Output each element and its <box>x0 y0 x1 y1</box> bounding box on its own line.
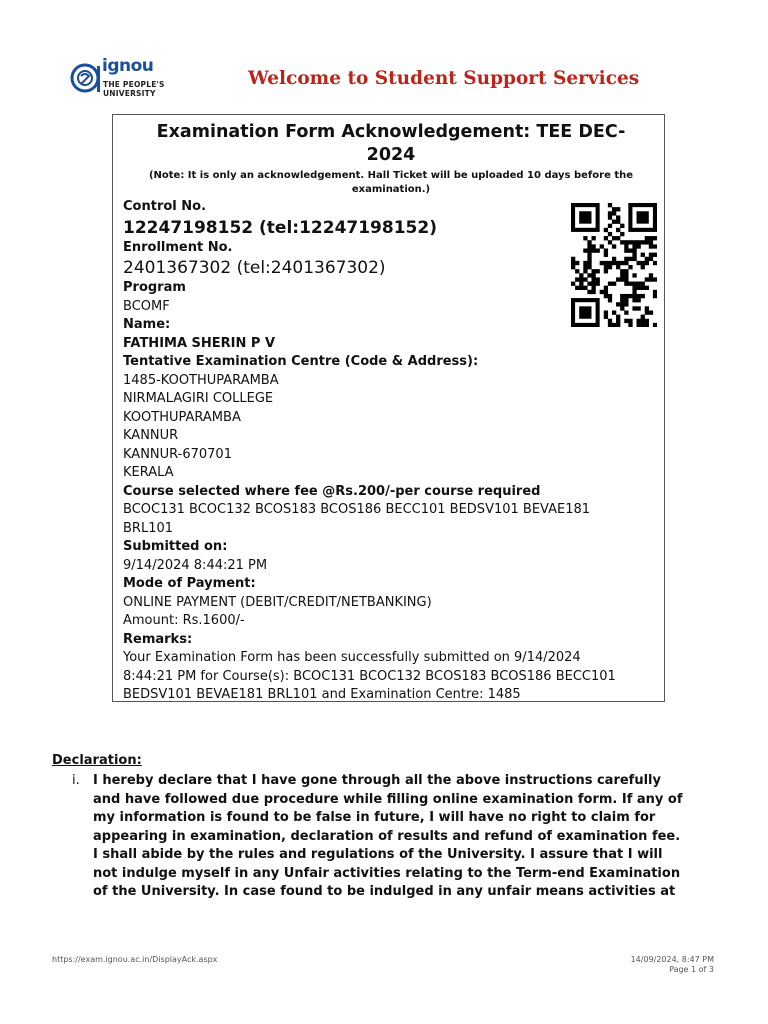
centre-line: KANNUR-670701 <box>123 446 232 462</box>
declaration-line: not indulge myself in any Unfair activities relating to the Term-end Examination <box>93 865 681 881</box>
footer-meta <box>631 955 714 975</box>
acknowledgement-box <box>112 114 665 702</box>
footer-url: https://exam.ignou.ac.in/DisplayAck.aspx <box>52 955 218 964</box>
declaration-line: I shall abide by the rules and regulations of the University. I assure that I will <box>93 847 663 862</box>
remarks-line-1: Your Examination Form has been successfully submitted on 9/14/2024 <box>123 650 581 665</box>
declaration-title: Declaration: <box>52 753 142 768</box>
declaration-item <box>52 772 722 902</box>
remarks-line-3: BEDSV101 BEVAE181 BRL101 and Examination Centre: 1485 <box>123 687 521 702</box>
ack-title-line-2: 2024 <box>366 145 416 165</box>
ack-note-line-1: (Note: It is only an acknowledgement. Hall Ticket will be uploaded 10 days before the <box>148 170 634 181</box>
centre-line: KOOTHUPARAMBA <box>123 409 241 425</box>
remarks-label: Remarks: <box>123 631 193 647</box>
program-label: Program <box>123 280 186 295</box>
centre-line: 1485-KOOTHUPARAMBA <box>123 372 279 388</box>
declaration-line: and have followed due procedure while filling online examination form. If any of <box>93 791 683 807</box>
logo-tagline-2: UNIVERSITY <box>103 89 156 98</box>
logo-wordmark: ignou <box>102 56 154 76</box>
enrollment-no-label: Enrollment No. <box>123 239 233 255</box>
declaration-text <box>93 772 718 902</box>
course-label: Course selected where fee @Rs.200/-per course required <box>123 483 541 499</box>
ack-note-line-2: examination.) <box>351 184 431 195</box>
name-value: FATHIMA SHERIN P V <box>123 335 276 351</box>
control-no-value: 12247198152 (tel:12247198152) <box>123 217 437 238</box>
payment-label: Mode of Payment: <box>123 576 256 591</box>
control-no-label: Control No. <box>123 199 207 214</box>
ack-title <box>123 121 659 167</box>
declaration-line: of the University. In case found to be indulged in any unfair means activities at <box>93 884 676 899</box>
declaration-line: I hereby declare that I have gone through all the above instructions carefully <box>93 773 661 788</box>
program-value: BCOMF <box>123 298 170 314</box>
submitted-value: 9/14/2024 8:44:21 PM <box>123 557 268 573</box>
footer-page-number: Page 1 of 3 <box>669 965 714 974</box>
centre-line: NIRMALAGIRI COLLEGE <box>123 391 274 406</box>
declaration-line: my information is found to be false in future, I will have no right to claim for <box>93 810 656 825</box>
welcome-heading: Welcome to Student Support Services <box>248 68 640 89</box>
declaration-line: appearing in examination, declaration of results and refund of examination fee. <box>93 828 681 844</box>
ack-note <box>123 169 659 197</box>
enrollment-no-value: 2401367302 (tel:2401367302) <box>123 258 386 278</box>
page-header <box>70 52 690 102</box>
logo-tagline-1: THE PEOPLE'S <box>103 80 165 89</box>
course-list-line-1: BCOC131 BCOC132 BCOS183 BCOS186 BECC101 BEDSV101 BEVAE181 <box>123 502 591 517</box>
amount-value: Amount: Rs.1600/- <box>123 613 245 628</box>
qr-code-icon <box>571 203 657 327</box>
declaration-item-number: i. <box>72 773 80 788</box>
ack-title-line-1: Examination Form Acknowledgement: TEE DEC- <box>156 122 626 142</box>
ignou-logo <box>70 56 170 100</box>
ignou-emblem-icon <box>70 58 102 98</box>
payment-value: ONLINE PAYMENT (DEBIT/CREDIT/NETBANKING) <box>123 594 432 610</box>
submitted-label: Submitted on: <box>123 539 228 554</box>
name-label: Name: <box>123 317 171 332</box>
footer-datetime: 14/09/2024, 8:47 PM <box>630 955 714 964</box>
centre-line: KANNUR <box>123 428 179 443</box>
centre-label: Tentative Examination Centre (Code & Address): <box>123 354 479 369</box>
centre-line: KERALA <box>123 465 174 480</box>
remarks-line-2: 8:44:21 PM for Course(s): BCOC131 BCOC132 BCOS183 BCOS186 BECC101 <box>123 668 616 684</box>
course-list-line-2: BRL101 <box>123 520 174 536</box>
declaration-section <box>52 752 722 902</box>
